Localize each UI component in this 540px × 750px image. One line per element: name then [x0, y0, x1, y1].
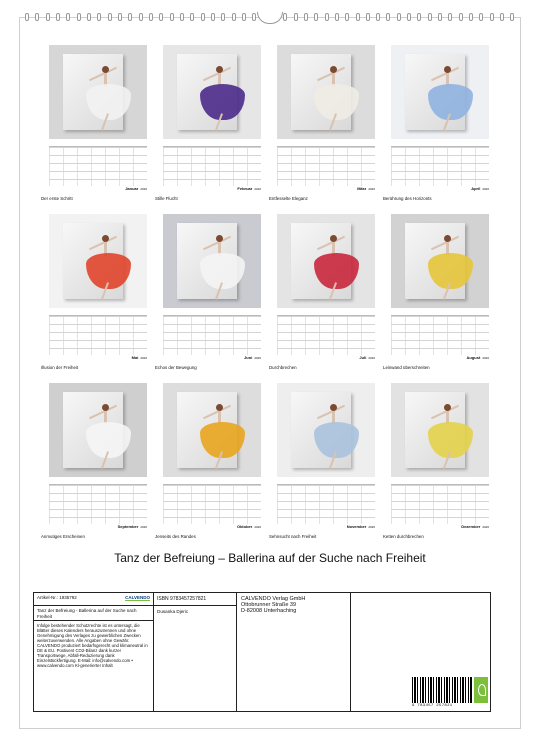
- binding-ring: [170, 13, 174, 21]
- month-tile: [155, 383, 261, 540]
- info-calendar-title: Tanz der Befreiung - Ballerina auf der Suche nach Freiheit: [34, 606, 153, 621]
- dancer-head: [330, 235, 337, 242]
- month-name: Januar 2026: [125, 186, 147, 191]
- month-calendar-grid: [49, 315, 147, 355]
- month-calendar-grid: [49, 146, 147, 186]
- month-name: September 2026: [117, 524, 147, 529]
- publisher-line: CALVENDO Verlag GmbH: [241, 596, 306, 602]
- month-photo: [163, 214, 261, 308]
- calendar-title: Tanz der Befreiung – Ballerina auf der Suche nach Freiheit: [114, 551, 426, 565]
- month-caption: Jenseits des Randes: [155, 534, 196, 539]
- binding-ring: [366, 13, 370, 21]
- month-calendar-grid: [163, 146, 261, 186]
- dancer-head: [216, 404, 223, 411]
- month-calendar-grid: [277, 315, 375, 355]
- month-name: Dezember 2026: [461, 524, 489, 529]
- month-caption: Der erste Schritt: [41, 196, 73, 201]
- article-number-row: [34, 593, 153, 606]
- dancer-head: [102, 404, 109, 411]
- binding-ring: [304, 13, 308, 21]
- month-year: 2026: [140, 525, 147, 529]
- month-photo: [391, 214, 489, 308]
- month-tile: [383, 45, 489, 202]
- binding-ring: [56, 13, 60, 21]
- binding-ring: [376, 13, 380, 21]
- binding-ring: [221, 13, 225, 21]
- month-tile: [269, 45, 375, 202]
- month-year: 2026: [140, 187, 147, 191]
- month-caption: Stille Flucht: [155, 196, 178, 201]
- info-column-isbn: [154, 593, 237, 711]
- month-name: Juli 2026: [359, 355, 375, 360]
- month-grid: [41, 45, 489, 540]
- info-column-article: [34, 593, 154, 711]
- binding-ring: [252, 13, 256, 21]
- dancer-head: [444, 235, 451, 242]
- month-tile: [41, 214, 147, 371]
- binding-ring: [87, 13, 91, 21]
- month-caption: Illusion der Freiheit: [41, 365, 79, 370]
- dancer-head: [330, 66, 337, 73]
- month-caption: Entfesselte Eleganz: [269, 196, 308, 201]
- binding-ring: [500, 13, 504, 21]
- month-calendar-grid: [391, 484, 489, 524]
- binding-ring: [149, 13, 153, 21]
- binding-ring: [356, 13, 360, 21]
- month-year: 2026: [482, 356, 489, 360]
- binding-ring: [510, 13, 514, 21]
- dancer-head: [216, 235, 223, 242]
- binding-ring: [335, 13, 339, 21]
- publisher-address: [237, 593, 350, 618]
- binding-ring: [448, 13, 452, 21]
- month-tile: [41, 45, 147, 202]
- dancer-head: [216, 66, 223, 73]
- binding-ring: [128, 13, 132, 21]
- binding-ring: [490, 13, 494, 21]
- barcode-bars: [412, 677, 472, 703]
- calvendo-logo: CALVENDO: [125, 595, 150, 600]
- month-year: 2026: [368, 356, 375, 360]
- month-year: 2026: [482, 525, 489, 529]
- binding-ring: [25, 13, 29, 21]
- dancer-head: [102, 66, 109, 73]
- month-year: 2026: [254, 356, 261, 360]
- month-name: Oktober 2026: [236, 524, 261, 529]
- month-caption: Echos der Bewegung: [155, 365, 197, 370]
- month-year: 2026: [368, 187, 375, 191]
- month-name: Februar 2026: [237, 186, 261, 191]
- month-calendar-grid: [277, 146, 375, 186]
- month-name: August 2026: [466, 355, 489, 360]
- month-calendar-grid: [49, 484, 147, 524]
- month-photo: [277, 214, 375, 308]
- binding-ring: [428, 13, 432, 21]
- month-year: 2026: [254, 525, 261, 529]
- binding-ring: [397, 13, 401, 21]
- month-year: 2026: [368, 525, 375, 529]
- month-calendar-grid: [391, 315, 489, 355]
- binding-ring: [314, 13, 318, 21]
- month-tile: [269, 383, 375, 540]
- binding-ring: [232, 13, 236, 21]
- month-calendar-grid: [391, 146, 489, 186]
- binding-ring: [46, 13, 50, 21]
- month-year: 2026: [140, 356, 147, 360]
- month-caption: Durchbrechen: [269, 365, 297, 370]
- isbn: ISBN 9783457257821: [154, 593, 236, 606]
- binding-ring: [97, 13, 101, 21]
- binding-ring: [159, 13, 163, 21]
- binding-ring: [77, 13, 81, 21]
- author-name: Dusanka Djeric: [157, 609, 189, 614]
- binding-ring: [386, 13, 390, 21]
- barcode: [412, 677, 490, 711]
- month-photo: [277, 383, 375, 477]
- month-tile: [269, 214, 375, 371]
- month-photo: [49, 214, 147, 308]
- month-photo: [49, 383, 147, 477]
- binding-ring: [201, 13, 205, 21]
- month-caption: Anmutiges Erscheinen: [41, 534, 85, 539]
- month-caption: Leinwand überschreiten: [383, 365, 430, 370]
- binding-ring: [345, 13, 349, 21]
- binding-ring: [242, 13, 246, 21]
- month-tile: [155, 214, 261, 371]
- binding-ring: [325, 13, 329, 21]
- month-tile: [383, 214, 489, 371]
- binding-ring: [108, 13, 112, 21]
- binding-ring: [417, 13, 421, 21]
- binding-ring: [438, 13, 442, 21]
- binding-ring: [294, 13, 298, 21]
- binding-ring: [469, 13, 473, 21]
- month-calendar-grid: [277, 484, 375, 524]
- month-name: Mai 2026: [131, 355, 147, 360]
- dancer-head: [444, 404, 451, 411]
- month-caption: Sehnsucht nach Freiheit: [269, 534, 317, 539]
- dancer-head: [330, 404, 337, 411]
- month-photo: [391, 45, 489, 139]
- month-photo: [277, 45, 375, 139]
- binding-ring: [139, 13, 143, 21]
- binding-ring: [180, 13, 184, 21]
- month-tile: [383, 383, 489, 540]
- month-calendar-grid: [163, 315, 261, 355]
- info-panel: [33, 592, 491, 712]
- barcode-digits: 9 783457 257821: [412, 704, 453, 708]
- month-tile: [41, 383, 147, 540]
- binding-ring: [283, 13, 287, 21]
- binding-ring: [118, 13, 122, 21]
- month-name: Juni 2026: [244, 355, 261, 360]
- binding-ring: [35, 13, 39, 21]
- binding-ring: [479, 13, 483, 21]
- publisher-line: D-82008 Unterhaching: [241, 608, 297, 615]
- binding-ring: [407, 13, 411, 21]
- binding-ring: [459, 13, 463, 21]
- month-photo: [49, 45, 147, 139]
- month-calendar-grid: [163, 484, 261, 524]
- recycle-icon: [474, 677, 488, 703]
- publisher-line: Ottobrunner Straße 39: [241, 602, 297, 609]
- month-photo: [163, 383, 261, 477]
- month-caption: Berührung des Horizonts: [383, 196, 432, 201]
- month-year: 2026: [254, 187, 261, 191]
- dancer-head: [444, 66, 451, 73]
- article-number: Artikel-Nr.: 1935792: [37, 595, 77, 600]
- month-tile: [155, 45, 261, 202]
- binding-ring: [211, 13, 215, 21]
- month-name: März 2026: [357, 186, 375, 191]
- legal-notice: Infolge bestehender Schutzrechte ist es untersagt, die Blätter dieses Kalenders herauszutrennen und ohne Genehmigung des Verlages zu gewerblichen Zwecken weiterzuverwenden. Alle Angaben ohne Gewähr. CALVENDO produziert bedarfsgerecht und klimaneutral in DE & EU. Postivent CO2-Bilanz dank kurzer Transportwege, Abfall-Reduzierung dank Einzelstückfertigung. E-Mail: info@calvendo.com • www.calvendo.com Kl-generierter Inhalt: [37, 623, 148, 668]
- dancer-head: [102, 235, 109, 242]
- month-name: April 2026: [471, 186, 489, 191]
- month-photo: [391, 383, 489, 477]
- binding-ring: [190, 13, 194, 21]
- month-caption: Ketten durchbrechen: [383, 534, 424, 539]
- binding-ring: [66, 13, 70, 21]
- month-name: November 2026: [346, 524, 375, 529]
- month-photo: [163, 45, 261, 139]
- info-column-publisher: [237, 593, 351, 711]
- month-year: 2026: [482, 187, 489, 191]
